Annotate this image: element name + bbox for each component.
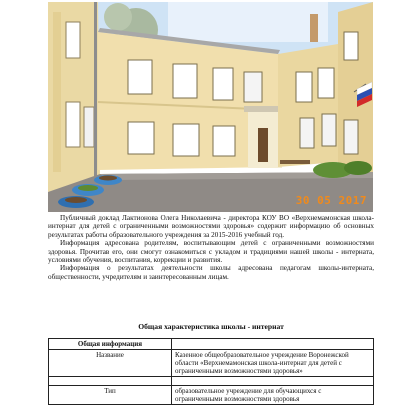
- school-building-photo: [48, 2, 373, 212]
- intro-paragraph: Информация о результатах деятельности школы адресована педагогам школы-интерната, общественности, учредителям и заинтересованным лицам.: [48, 264, 374, 281]
- section-heading: Общая характеристика школы - интернат: [138, 322, 284, 331]
- intro-text: [48, 214, 374, 281]
- table-row-value: образовательное учреждение для обучающихся с ограниченными возможностями здоровья: [172, 386, 374, 405]
- table-cell-empty: [172, 339, 374, 350]
- table-row-label: Тип: [49, 386, 172, 405]
- general-info-table: [48, 338, 374, 405]
- table-row-value: Казенное общеобразовательное учреждение Воронежской области «Верхнемамонская школа-интернат для детей с ограниченными возможностями здоровья»: [172, 350, 374, 377]
- intro-paragraph: Публичный доклад Лактионова Олега Николаевича - директора КОУ ВО «Верхнемамонская школа-интернат для детей с ограниченными возможностями здоровья» содержит информацию об основных результатах работы образовательного учреждения за 2015-2016 учебный год.: [48, 214, 374, 239]
- table-row: [49, 350, 374, 377]
- table-group-row: [49, 339, 374, 350]
- school-building-illustration: [48, 2, 373, 212]
- table-group-label: Общая информация: [49, 339, 172, 350]
- table-row-label: Название: [49, 350, 172, 377]
- intro-paragraph: Информация адресована родителям, воспитывающим детей с ограниченными возможностями здоровья. Прочитав его, они смогут ознакомиться с укладом и традициями нашей школы - интерната, условиями обучения, воспитания, коррекции и развития.: [48, 239, 374, 265]
- table-spacer-row: [49, 377, 374, 386]
- table-row: [49, 386, 374, 405]
- photo-date-stamp: 30 05 2017: [295, 194, 367, 207]
